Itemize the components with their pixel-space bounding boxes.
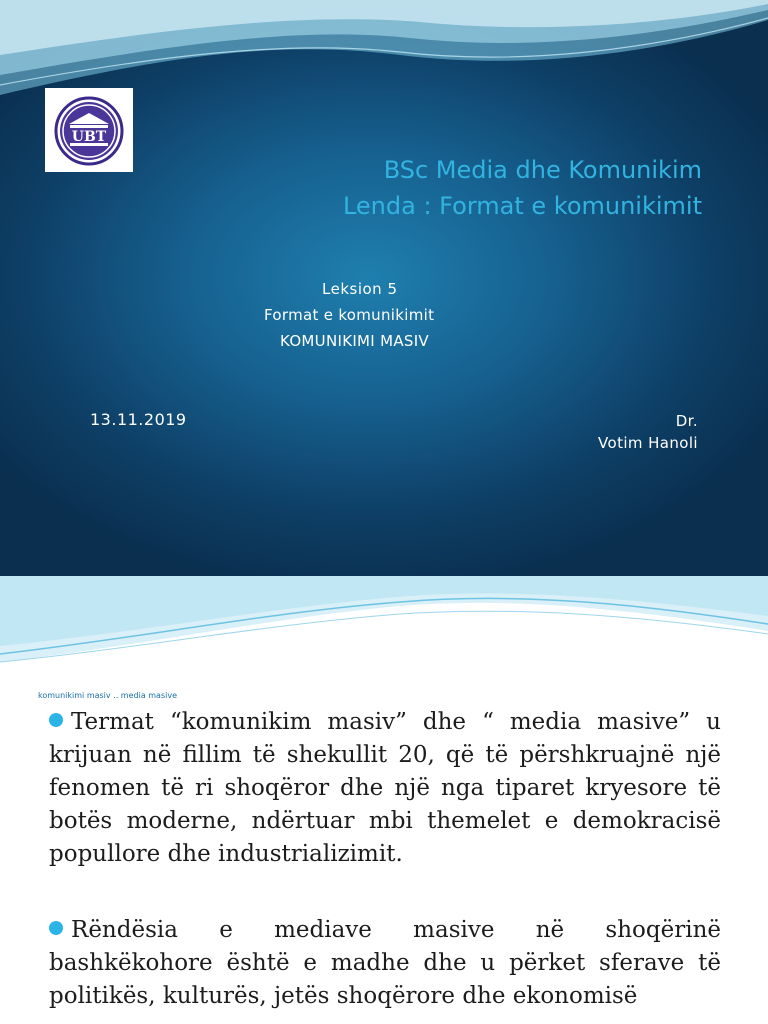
- author: [598, 410, 698, 454]
- author-name: Votim Hanoli: [598, 434, 698, 452]
- subtitle-line-1: Leksion 5: [322, 280, 398, 298]
- slide-title: komunikimi masiv .. media masive: [38, 691, 178, 700]
- bullet-item: [49, 706, 721, 871]
- bullet-item: [49, 914, 721, 1013]
- subtitle-line-2: Format e komunikimit: [264, 306, 435, 324]
- author-title: Dr.: [675, 412, 698, 430]
- university-logo: [45, 88, 133, 172]
- decorative-waves: [0, 576, 768, 672]
- ubt-logo-icon: [53, 94, 125, 166]
- content-slide: [0, 576, 768, 1024]
- subtitle-line-3: KOMUNIKIMI MASIV: [280, 332, 429, 350]
- slide-title: [142, 152, 702, 224]
- bullet-dot-icon: [49, 921, 63, 935]
- lecture-date: 13.11.2019: [90, 410, 187, 429]
- bullet-dot-icon: [49, 713, 63, 727]
- title-line-1: BSc Media dhe Komunikim: [383, 156, 702, 184]
- bullet-text: Rëndësia e mediave masive në shoqërinë bashkëkohore është e madhe dhe u përket sferave të politikës, kulturës, jetës shoqërore dhe ekonomisë: [49, 917, 721, 1009]
- title-line-2: Lenda : Format e komunikimit: [342, 192, 702, 220]
- bullet-text: Termat “komunikim masiv” dhe “ media masive” u krijuan në fillim të shekullit 20, që të përshkruajnë një fenomen të ri shoqëror dhe një nga tiparet kryesore të botës moderne, ndërtuar mbi themelet e demokracisë popullore dhe industrializimit.: [49, 709, 721, 867]
- svg-text:UBT: UBT: [71, 129, 107, 145]
